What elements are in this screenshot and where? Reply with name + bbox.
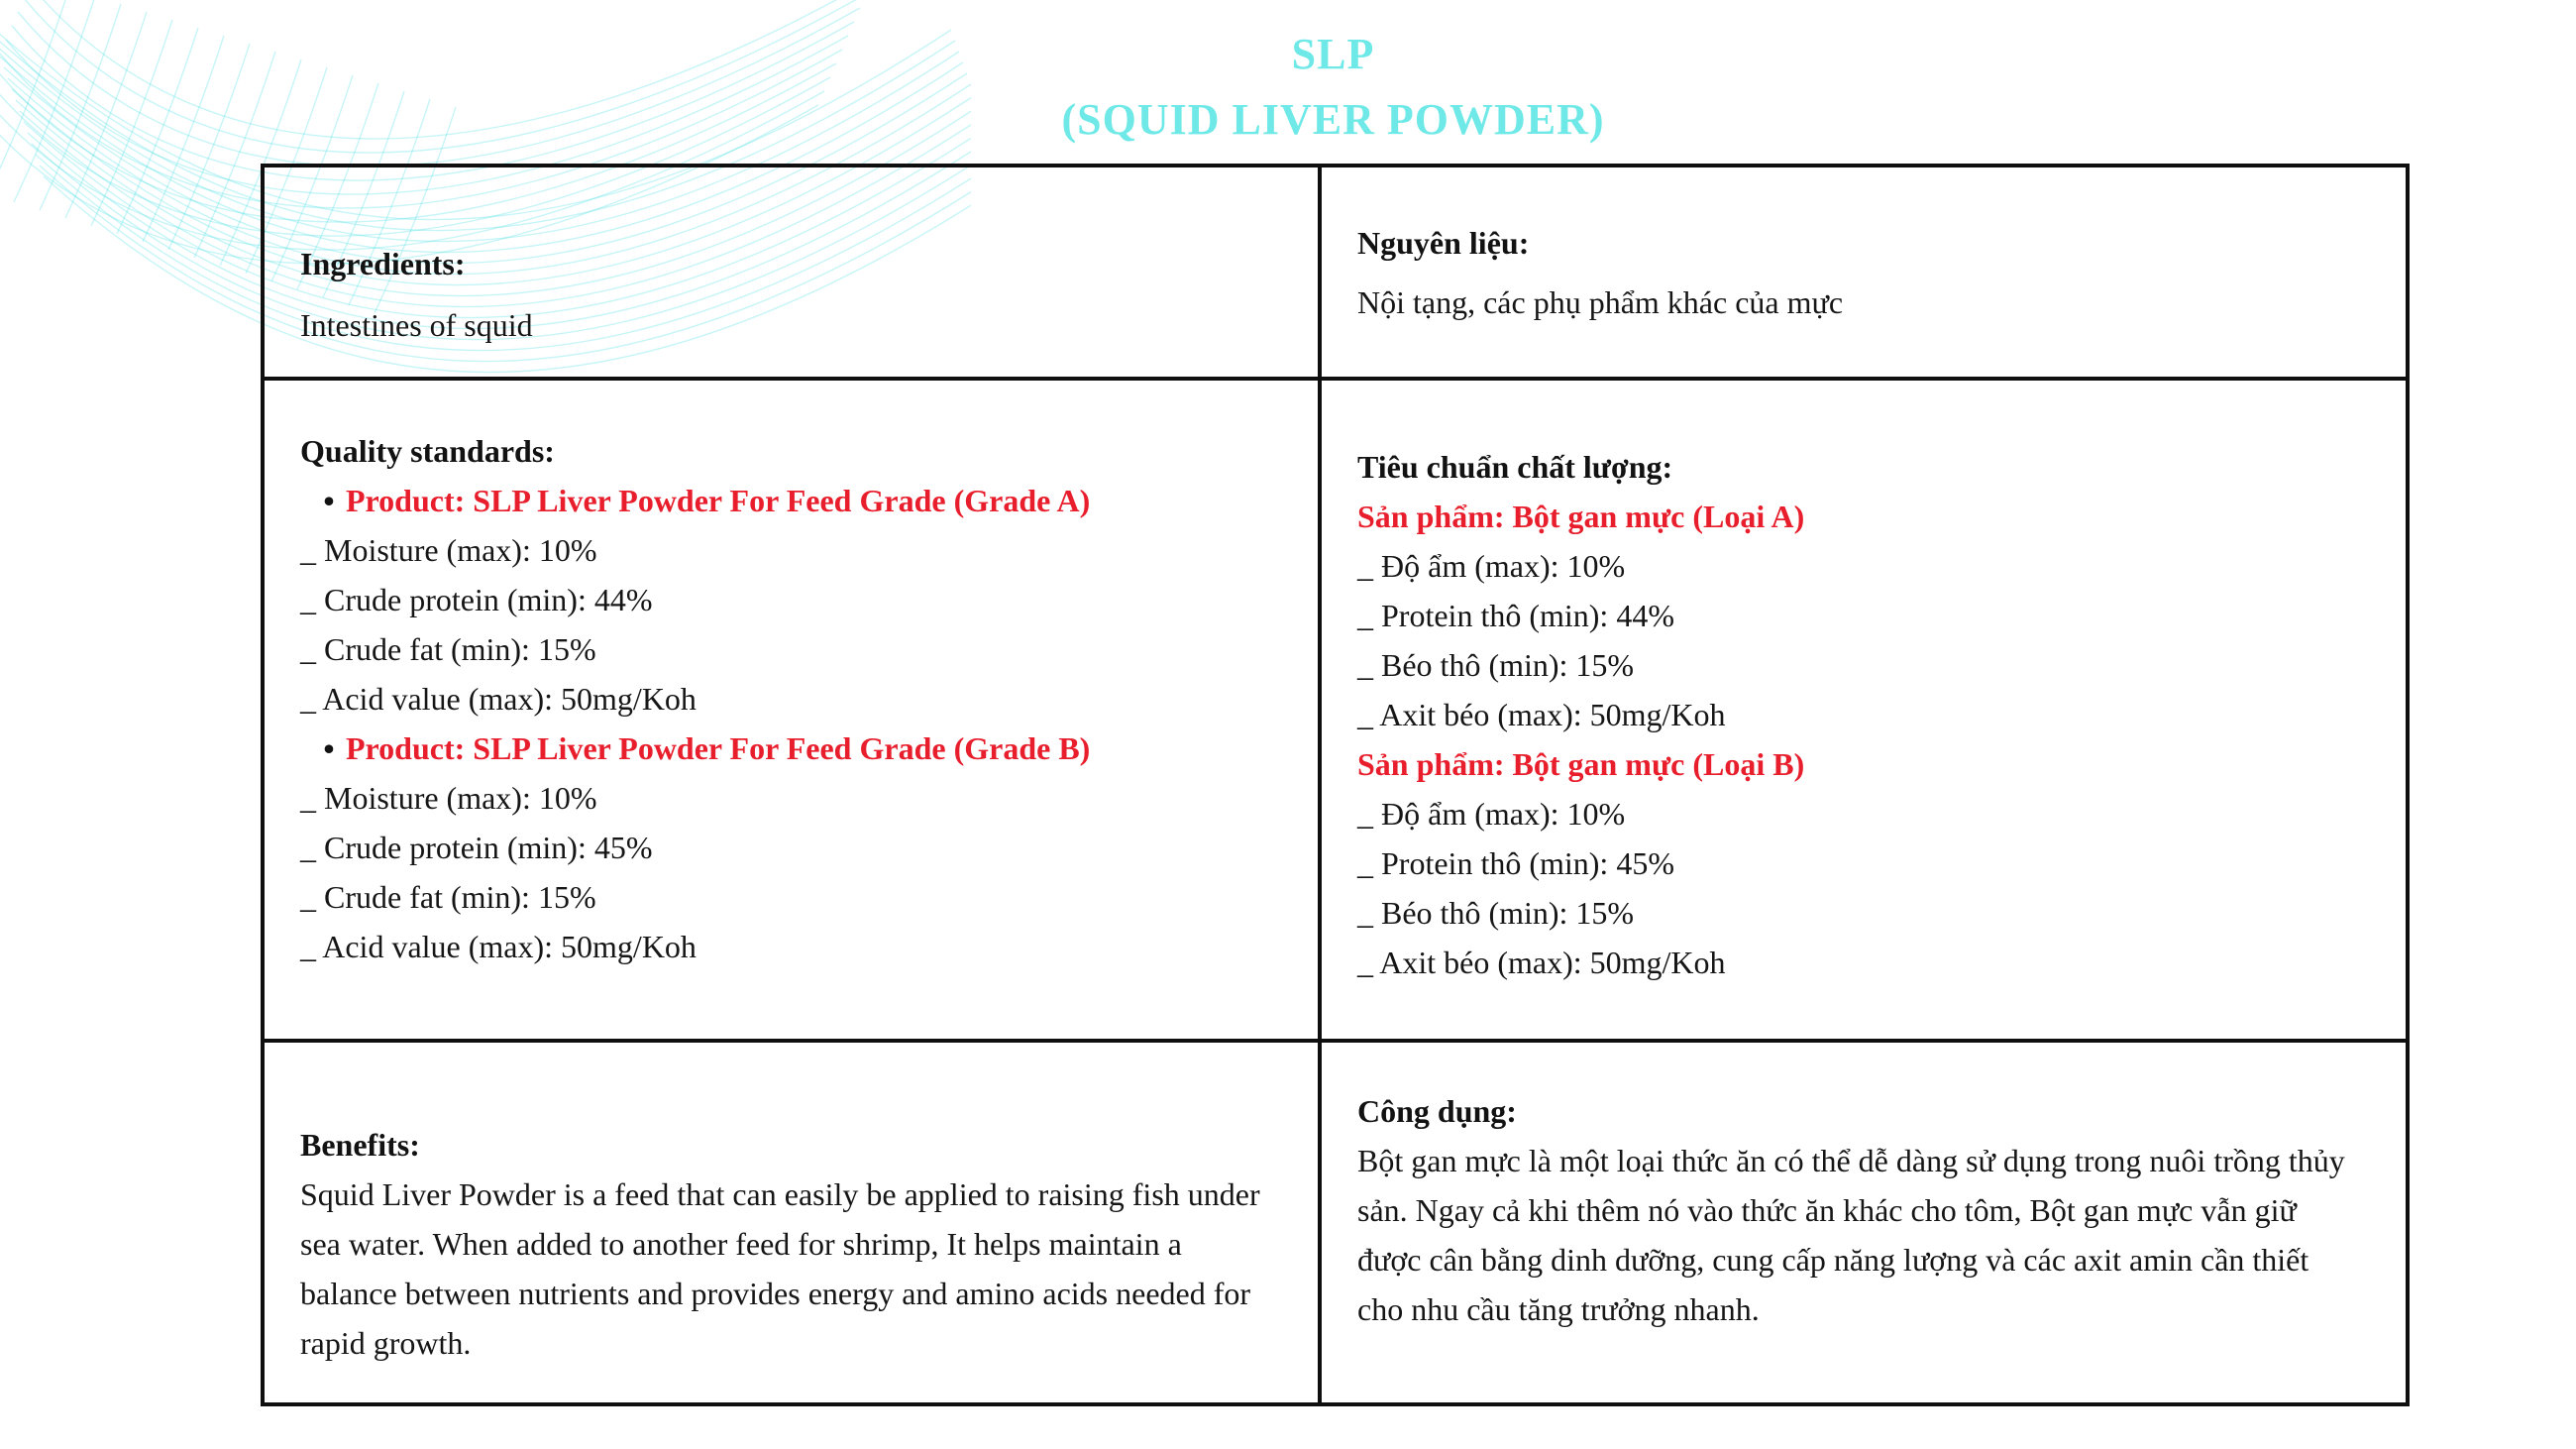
ingredients-heading: Ingredients: [300, 246, 466, 281]
product-loai-a-line: Sản phẩm: Bột gan mực (Loại A) [1357, 499, 1805, 534]
quality-heading-vi: Tiêu chuẩn chất lượng: [1357, 449, 1673, 485]
benefits-paragraph: Squid Liver Powder is a feed that can easily be applied to raising fish under sea water. When added to another feed for shrimp, It helps maintain a balance between nutrients and provides energy and amino acids needed for rapid growth. [300, 1176, 1260, 1361]
bullet-icon: • [323, 483, 335, 518]
benefits-paragraph-vi: Bột gan mực là một loại thức ăn có thể dễ dàng sử dụng trong nuôi trồng thủy sản. Ngay cả khi thêm nó vào thức ăn khác cho tôm, Bột gan mực vẫn giữ được cân bằng dinh dưỡng, cung cấp năng lượng và các axit amin cần thiết cho nhu cầu tăng trưởng nhanh. [1357, 1143, 2345, 1327]
bullet-icon: • [323, 730, 335, 766]
spec-line: _ Axit béo (max): 50mg/Koh [1357, 697, 1726, 732]
spec-line: _ Độ ẩm (max): 10% [1357, 796, 1626, 832]
spec-line: _ Béo thô (min): 15% [1357, 895, 1635, 931]
benefits-heading: Benefits: [300, 1127, 420, 1163]
table-row-benefits [263, 1041, 2408, 1404]
product-grade-b-label: Product: SLP Liver Powder For Feed Grade (Grade B) [346, 730, 1091, 766]
spec-line: _ Protein thô (min): 44% [1357, 598, 1674, 633]
benefits-heading-vi: Công dụng: [1357, 1093, 1517, 1129]
spec-line: _ Axit béo (max): 50mg/Koh [1357, 945, 1726, 980]
ingredients-value-vi: Nội tạng, các phụ phẩm khác của mực [1357, 284, 1844, 320]
spec-line: _ Béo thô (min): 15% [1357, 647, 1635, 683]
product-grade-a-label: Product: SLP Liver Powder For Feed Grade (Grade A) [346, 483, 1091, 518]
table-row-quality-standards [263, 379, 2408, 1041]
quality-heading: Quality standards: [300, 433, 555, 469]
cell-benefits-vi [1320, 1041, 2408, 1404]
page-title-acronym: SLP [1291, 30, 1375, 78]
cell-quality-vi [1320, 379, 2408, 1041]
cell-benefits-en [263, 1041, 1320, 1404]
spec-line: _ Protein thô (min): 45% [1357, 845, 1674, 881]
cell-ingredients-en [263, 166, 1320, 379]
ingredients-heading-vi: Nguyên liệu: [1357, 225, 1530, 261]
spec-line: _ Moisture (max): 10% [300, 532, 597, 568]
cell-ingredients-vi [1320, 166, 2408, 379]
page-title [261, 22, 2406, 153]
spec-line: _ Crude fat (min): 15% [300, 879, 596, 915]
product-grade-a-line [300, 476, 1262, 525]
spec-line: _ Crude protein (min): 45% [300, 830, 653, 865]
ingredients-value: Intestines of squid [300, 307, 533, 343]
product-grade-b-line [300, 724, 1262, 773]
spec-line: _ Độ ẩm (max): 10% [1357, 548, 1626, 584]
spec-line: _ Acid value (max): 50mg/Koh [300, 929, 697, 964]
cell-quality-en [263, 379, 1320, 1041]
product-spec-table [261, 164, 2410, 1406]
spec-line: _ Acid value (max): 50mg/Koh [300, 681, 697, 717]
product-loai-b-line: Sản phẩm: Bột gan mực (Loại B) [1357, 746, 1805, 782]
page-title-full-name: (SQUID LIVER POWDER) [1061, 95, 1605, 144]
table-row-ingredients [263, 166, 2408, 379]
spec-line: _ Moisture (max): 10% [300, 780, 597, 816]
spec-line: _ Crude fat (min): 15% [300, 631, 596, 667]
spec-line: _ Crude protein (min): 44% [300, 582, 653, 617]
